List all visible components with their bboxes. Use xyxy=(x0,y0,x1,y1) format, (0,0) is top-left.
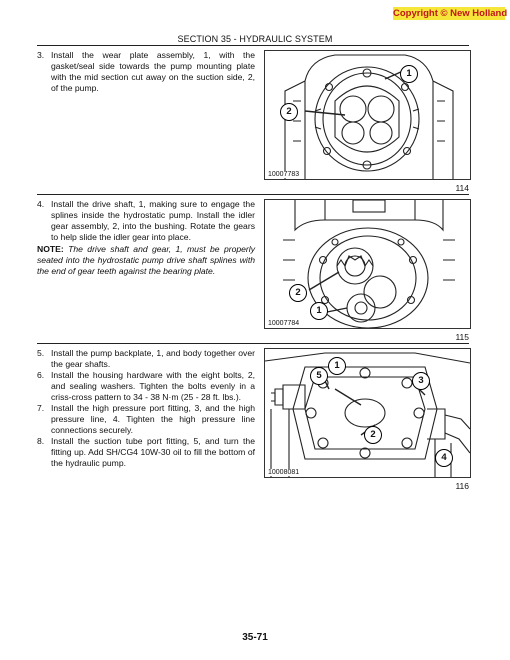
figure-code: 10008081 xyxy=(268,469,300,476)
step-text: Install the wear plate assembly, 1, with the gasket/seal side towards the pump mounting plate with the mid section cut away on the suction side, 2, of the pump. xyxy=(51,50,255,93)
callout-5: 5 xyxy=(310,367,328,385)
step-text: Install the pump backplate, 1, and body together over the gear shafts. xyxy=(51,348,255,369)
step-text: Install the suction tube port fitting, 5, and turn the fitting up. Add SH/CG4 10W-30 oil to fill the bottom of the hydraulic pump. xyxy=(51,436,255,468)
step-number: 6. xyxy=(37,370,45,380)
figure-115 xyxy=(264,199,471,329)
figure-116 xyxy=(264,348,471,478)
step-item xyxy=(37,436,255,469)
separator-rule xyxy=(37,343,469,344)
callout-4: 4 xyxy=(435,449,453,467)
figure-114 xyxy=(264,50,471,180)
step-number: 8. xyxy=(37,436,45,446)
step-number: 5. xyxy=(37,348,45,358)
note-text: The drive shaft and gear, 1, must be properly seated into the hydrostatic pump drive shaft splines with the end of gear teeth against the bearing plate. xyxy=(37,244,255,276)
section-title: SECTION 35 - HYDRAULIC SYSTEM xyxy=(177,34,333,44)
step-block-3 xyxy=(37,348,255,469)
drive-shaft-illustration xyxy=(265,200,470,328)
callout-2: 2 xyxy=(289,284,307,302)
figure-code: 10007784 xyxy=(268,320,300,327)
header-rule xyxy=(37,45,469,46)
page-number: 35-71 xyxy=(242,632,268,643)
step-text: Install the high pressure port fitting, 3, and the high pressure line, 4. Tighten the high pressure line connections securely. xyxy=(51,403,255,435)
note-label: NOTE: xyxy=(37,244,64,254)
separator-rule xyxy=(37,194,469,195)
step-item xyxy=(37,370,255,403)
figure-code: 10007783 xyxy=(268,171,300,178)
step-block-1 xyxy=(37,50,255,94)
callout-1: 1 xyxy=(400,65,418,83)
step-text: Install the housing hardware with the eight bolts, 2, and sealing washers. Tighten the bolts evenly in a criss-cross pattern to 34 - 38 N·m (25 - 28 ft. lbs.). xyxy=(51,370,255,402)
step-item xyxy=(37,403,255,436)
callout-2: 2 xyxy=(364,426,382,444)
step-text: Install the drive shaft, 1, making sure to engage the splines inside the hydrostatic pump. Install the idler gear assembly, 2, into the bushing. Rotate the gears to help slide the idler gear into place. xyxy=(51,199,255,242)
step-item xyxy=(37,199,255,243)
figure-number: 114 xyxy=(455,183,469,193)
step-block-2 xyxy=(37,199,255,277)
step-item xyxy=(37,50,255,94)
callout-1: 1 xyxy=(328,357,346,375)
callout-1: 1 xyxy=(310,302,328,320)
step-number: 7. xyxy=(37,403,45,413)
figure-number: 116 xyxy=(455,481,469,491)
callout-3: 3 xyxy=(412,372,430,390)
copyright-banner: Copyright © New Holland xyxy=(393,8,508,19)
step-number: 3. xyxy=(37,50,45,60)
note xyxy=(37,244,255,277)
callout-2: 2 xyxy=(280,103,298,121)
figure-number: 115 xyxy=(455,332,469,342)
step-item xyxy=(37,348,255,370)
step-number: 4. xyxy=(37,199,45,209)
